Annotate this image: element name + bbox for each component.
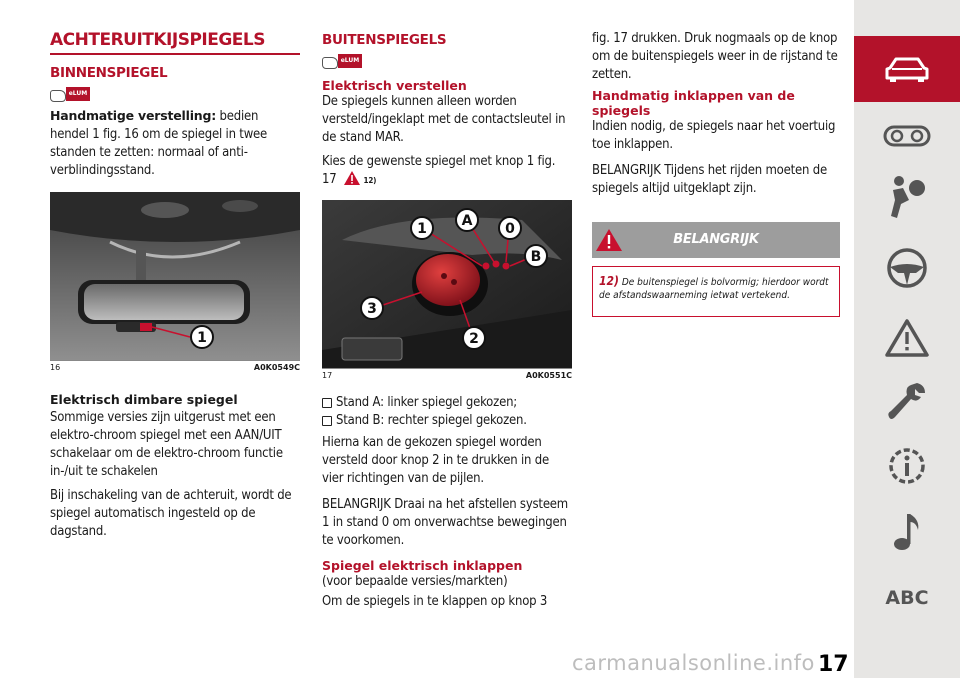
fold-note: (voor bepaalde versies/markten) [322,574,508,589]
info-gear-icon [885,444,929,488]
paragraph-belangrijk-1: BELANGRIJK Draai na het afstellen systeem 1 in stand 0 om onverwachtse bewegingen te voorkomen. [322,497,569,548]
column-middle [322,30,572,611]
warning-triangle-icon [885,319,929,357]
sidebar-item-index[interactable] [854,566,960,630]
chapter-sidebar [854,0,960,678]
paragraph-manual-fold: Indien nodig, de spiegels naar het voertuig toe inklappen. [592,119,836,152]
steering-wheel-icon [886,247,928,289]
abc-index-label: ABC [885,587,929,609]
sidebar-item-car[interactable] [854,36,960,102]
callout-2: 2 [462,326,486,350]
warning-ref: 12) [363,176,377,185]
sidebar-item-safety[interactable] [854,164,960,228]
figure-17-caption: 17 A0K0551C [322,368,572,380]
elum-icon: eLUM [322,54,364,70]
figure-16-caption: 16 A0K0549C [50,360,300,372]
dashboard-gauges-icon [883,125,931,147]
paragraph-fig17-continue: fig. 17 drukken. Druk nogmaals op de knop om de buitenspiegels weer in de rijstand te zetten. [592,31,838,82]
callout-a: A [455,208,479,232]
watermark: carmanualsonline.info [572,651,815,675]
paragraph-reverse: Bij inschakeling van de achteruit, wordt de spiegel automatisch ingesteld op de dagstand. [50,488,292,539]
sidebar-item-technical[interactable] [854,434,960,498]
sidebar-item-dashboard[interactable] [854,104,960,168]
section-heading-binnenspiegel: BINNENSPIEGEL [50,65,168,81]
music-note-icon [892,512,922,552]
warning-triangle-icon [596,229,622,251]
warning-header: BELANGRIJK [592,222,840,258]
column-right [592,30,840,317]
callout-b: B [524,244,548,268]
page-title: ACHTERUITKIJSPIEGELS [50,30,300,55]
warning-box [592,222,840,317]
sidebar-item-emergency[interactable] [854,306,960,370]
car-icon [884,56,930,82]
paragraph-fold-knob: Om de spiegels in te klappen op knop 3 [322,594,548,609]
checkbox-square-icon [322,416,332,426]
paragraph-select-mirror: Kies de gewenste spiegel met knop 1 fig. 17 12) [322,154,556,187]
paragraph-belangrijk-2: BELANGRIJK Tijdens het rijden moeten de spiegels altijd uitgeklapt zijn. [592,163,827,196]
bullet-stand-b: Stand B: rechter spiegel gekozen. [322,412,572,430]
sub-heading-electric-dimmable: Elektrisch dimbare spiegel [50,392,238,407]
sidebar-item-multimedia[interactable] [854,500,960,564]
paragraph-contact-key: De spiegels kunnen alleen worden versteld/ingeklapt met de contactsleutel in de stand MAR. [322,94,566,145]
heading-manual-fold: Handmatig inklappen van de spiegels [592,88,795,118]
callout-1: 1 [190,325,214,349]
bullet-stand-a: Stand A: linker spiegel gekozen; [322,394,572,412]
wrench-icon [887,381,927,423]
figure-17-image [322,200,572,368]
callout-3: 3 [360,296,384,320]
sidebar-item-maintenance[interactable] [854,370,960,434]
manual-adjust-paragraph: Handmatige verstelling: bedien hendel 1 fig. 16 om de spiegel in twee standen te zetten: normaal of anti-verblindingsstand. [50,108,268,178]
warning-triangle-icon [344,171,360,185]
section-heading-buitenspiegels: BUITENSPIEGELS [322,32,447,48]
column-left [50,30,300,541]
checkbox-square-icon [322,398,332,408]
elum-icon: eLUM [50,87,92,103]
sidebar-item-driving[interactable] [854,236,960,300]
paragraph-adjust-knob: Hierna kan de gekozen spiegel worden versteld door knop 2 in te drukken in de vier richtingen van de pijlen. [322,435,550,486]
callout-0: 0 [498,216,522,240]
figure-16-image [50,192,300,360]
callout-1: 1 [410,216,434,240]
heading-electric-adjust: Elektrisch verstellen [322,78,467,93]
page-number: 17 [818,652,849,677]
heading-electric-fold: Spiegel elektrisch inklappen [322,558,523,573]
paragraph-elektrochroom: Sommige versies zijn uitgerust met een elektro-chroom spiegel met een AAN/UIT schakelaar om de elektro-chroom functie in-/uit te schakelen [50,410,283,479]
airbag-seat-icon [887,174,927,218]
warning-body: 12) De buitenspiegel is bolvormig; hierdoor wordt de afstandswaarneming ietwat vertekend. [592,266,840,317]
